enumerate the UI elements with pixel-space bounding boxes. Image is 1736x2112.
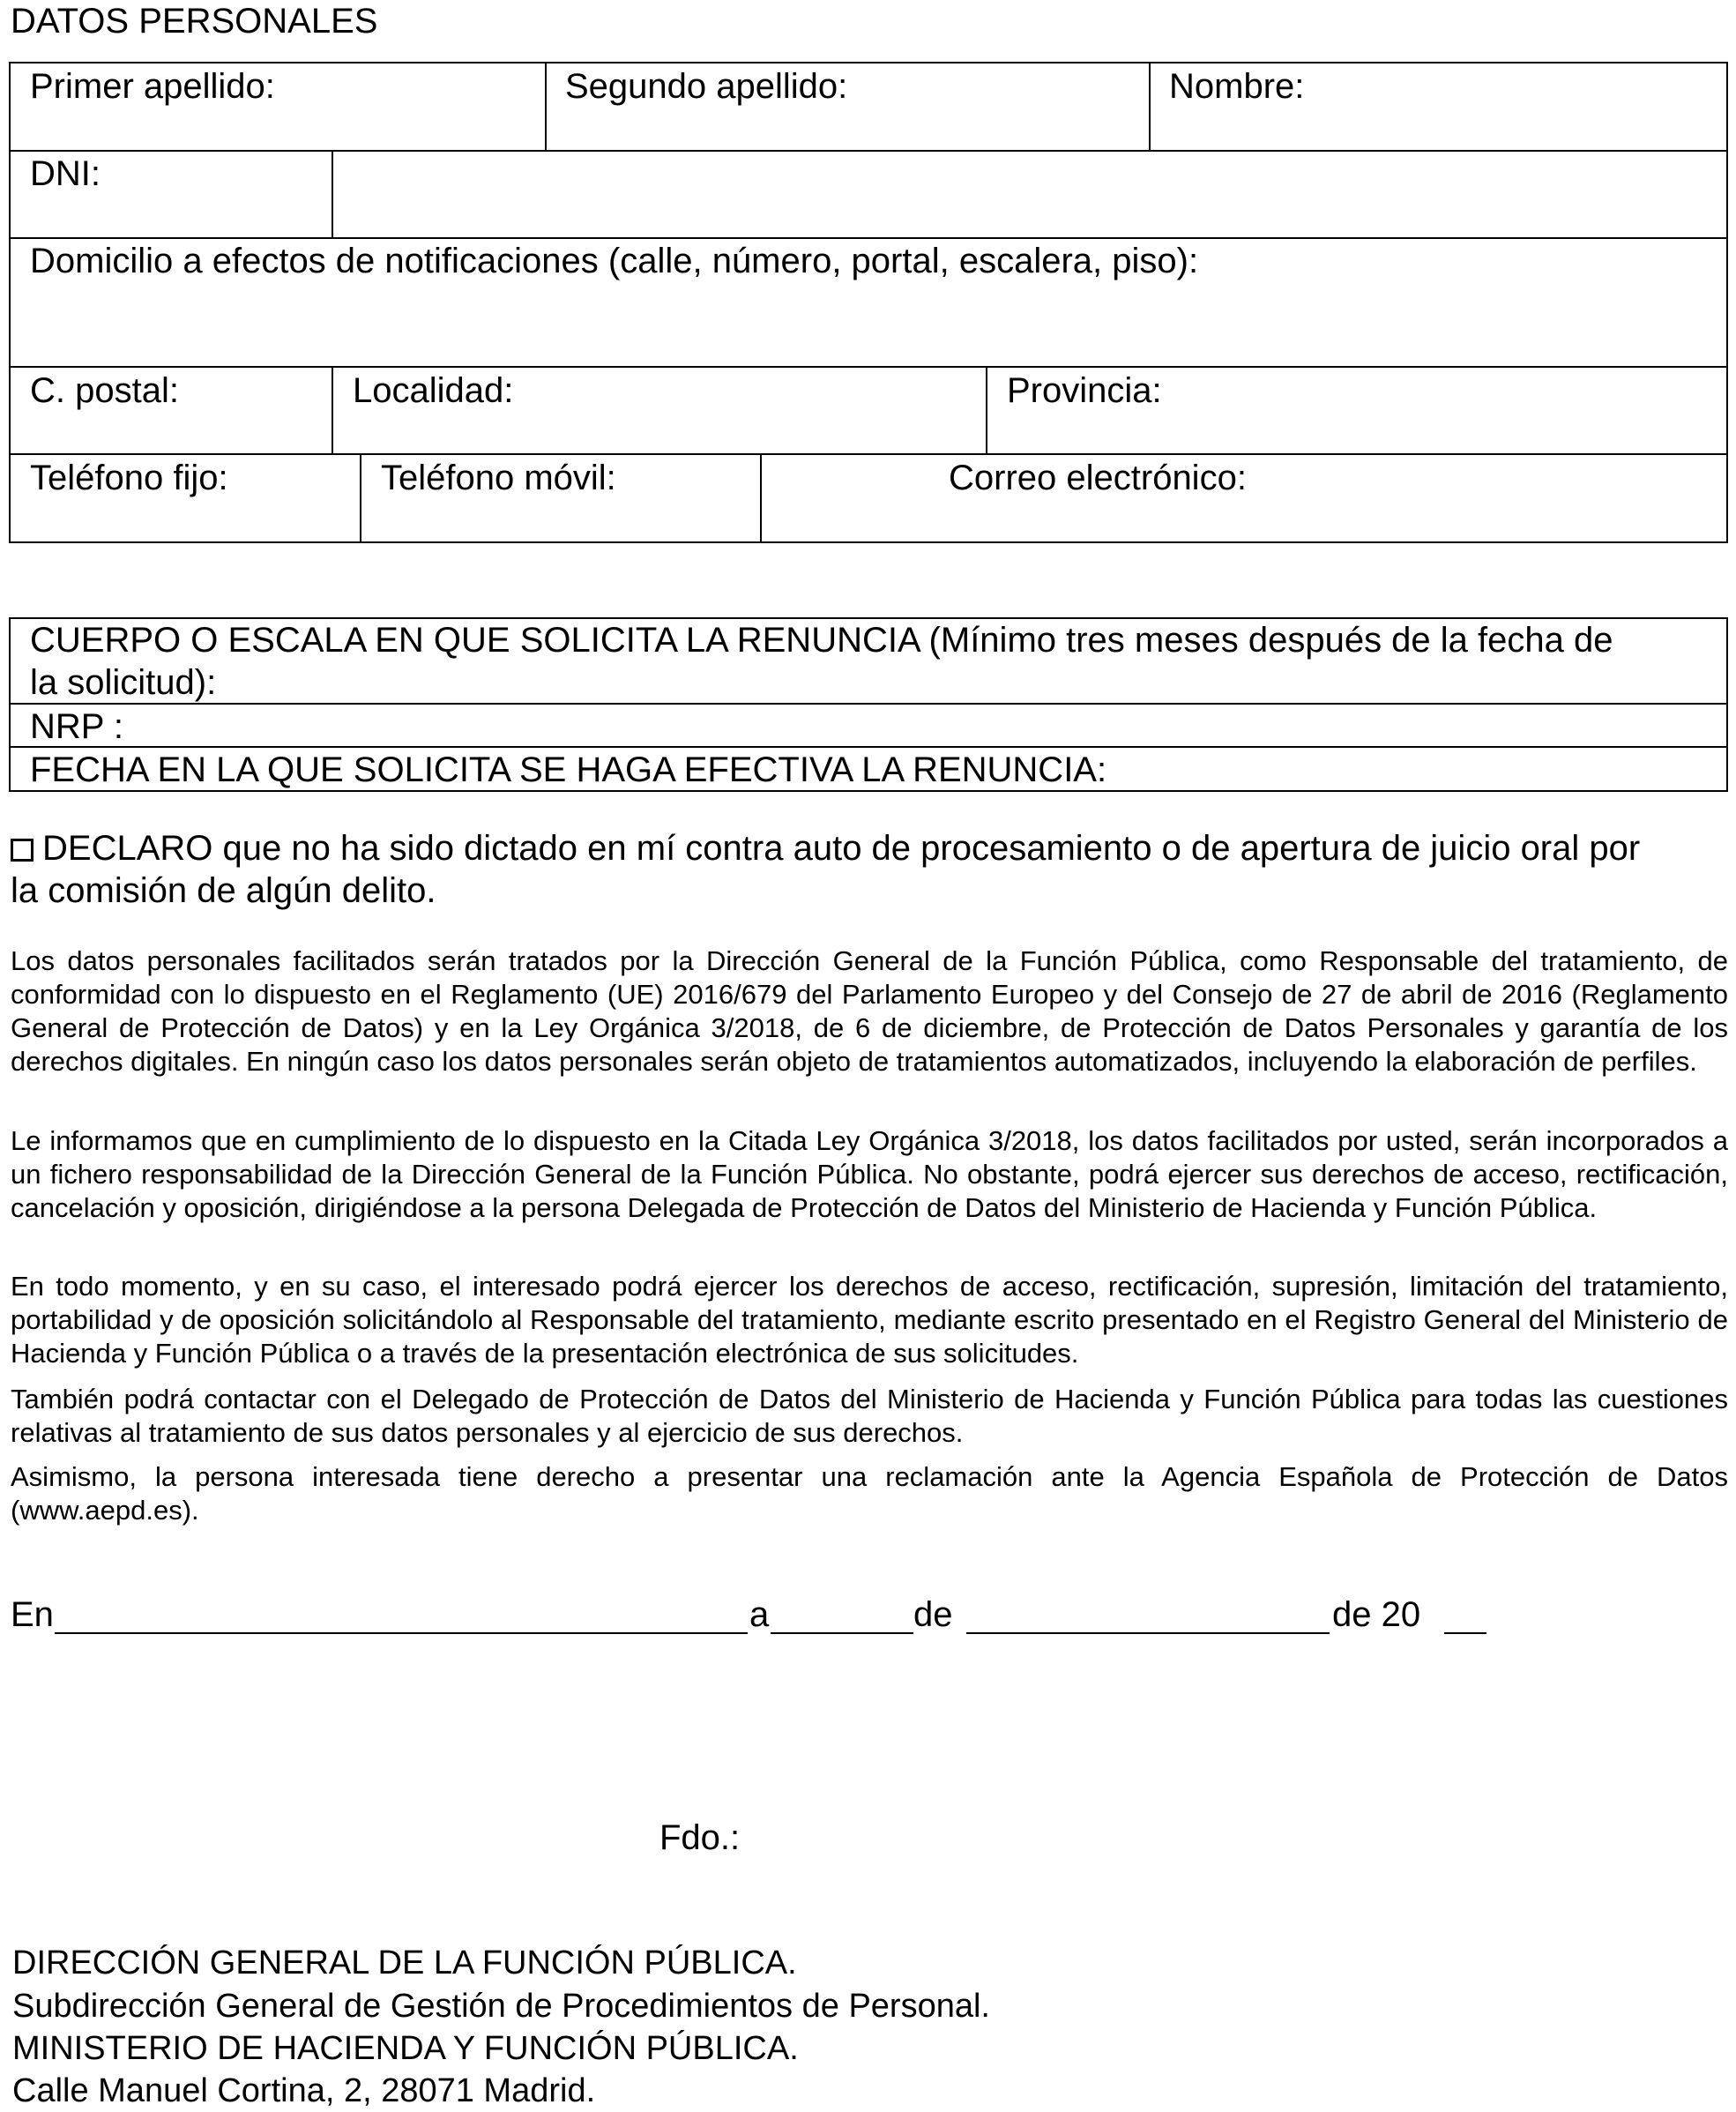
segundo-apellido-field[interactable]: Segundo apellido: xyxy=(565,67,848,106)
primer-apellido-field[interactable]: Primer apellido: xyxy=(30,67,275,106)
nombre-field[interactable]: Nombre: xyxy=(1169,67,1305,106)
signature-label: Fdo.: xyxy=(659,1818,741,1857)
privacy-paragraph-5: Asimismo, la persona interesada tiene derecho a presentar una reclamación ante la Agencia Española de Protección de Datos (www.aepd.es). xyxy=(11,1461,1728,1526)
correo-field[interactable]: Correo electrónico: xyxy=(949,459,1247,497)
year-label: de 20 xyxy=(1332,1595,1421,1634)
declaration-checkbox[interactable] xyxy=(11,839,34,862)
declaration-text-cont: la comisión de algún delito. xyxy=(11,871,436,910)
footer-line-3: MINISTERIO DE HACIENDA Y FUNCIÓN PÚBLICA. xyxy=(12,2030,799,2067)
fecha-renuncia-field[interactable]: FECHA EN LA QUE SOLICITA SE HAGA EFECTIVA LA RENUNCIA: xyxy=(30,750,1107,789)
footer-line-4: Calle Manuel Cortina, 2, 28071 Madrid. xyxy=(12,2072,596,2109)
month-blank[interactable] xyxy=(966,1632,1330,1634)
codigo-postal-field[interactable]: C. postal: xyxy=(30,371,179,410)
telefono-movil-field[interactable]: Teléfono móvil: xyxy=(381,459,616,497)
domicilio-field[interactable]: Domicilio a efectos de notificaciones (calle, número, portal, escalera, piso): xyxy=(30,242,1199,280)
month-label: de xyxy=(913,1595,953,1634)
privacy-paragraph-3: En todo momento, y en su caso, el interesado podrá ejercer los derechos de acceso, rectificación, supresión, limitación del tratamiento, portabilidad y de oposición solicitándolo al Responsable del tratamiento, mediante escrito presentado en el Registro General del Ministerio de Hacienda y Función Pública o a través de la presentación electrónica de sus solicitudes. xyxy=(11,1271,1728,1369)
year-blank[interactable] xyxy=(1444,1632,1486,1634)
nrp-field[interactable]: NRP : xyxy=(30,707,123,746)
privacy-paragraph-1: Los datos personales facilitados serán tratados por la Dirección General de la Función Pública, como Responsable del tratamiento, de conformidad con lo dispuesto en el Reglamento (UE) 2016/679 del Parlamento Europeo y del Consejo de 27 de abril de 2016 (Reglamento General de Protección de Datos) y en la Ley Orgánica 3/2018, de 6 de diciembre, de Protección de Datos Personales y garantía de los derechos digitales. En ningún caso los datos personales serán objeto de tratamientos automatizados, incluyendo la elaboración de perfiles. xyxy=(11,945,1728,1077)
footer-line-1: DIRECCIÓN GENERAL DE LA FUNCIÓN PÚBLICA. xyxy=(12,1944,797,1981)
declaration-line xyxy=(11,827,1640,869)
privacy-paragraph-2: Le informamos que en cumplimiento de lo dispuesto en la Citada Ley Orgánica 3/2018, los datos facilitados por usted, serán incorporados a un fichero responsabilidad de la Dirección General de la Función Pública. No obstante, podrá ejercer sus derechos de acceso, rectificación, cancelación y oposición, dirigiéndose a la persona Delegada de Protección de Datos del Ministerio de Hacienda y Función Pública. xyxy=(11,1125,1728,1223)
cuerpo-escala-field[interactable]: CUERPO O ESCALA EN QUE SOLICITA LA RENUNCIA (Mínimo tres meses después de la fecha de xyxy=(30,621,1613,660)
place-blank[interactable] xyxy=(55,1632,748,1634)
place-label: En xyxy=(11,1595,54,1634)
cuerpo-escala-field-cont: la solicitud): xyxy=(30,663,217,702)
telefono-fijo-field[interactable]: Teléfono fijo: xyxy=(30,459,228,497)
section-title: DATOS PERSONALES xyxy=(11,2,378,41)
day-label: a xyxy=(749,1595,770,1634)
privacy-paragraph-4: También podrá contactar con el Delegado de Protección de Datos del Ministerio de Hacienda y Función Pública para todas las cuestiones relativas al tratamiento de sus datos personales y al ejercicio de sus derechos. xyxy=(11,1384,1728,1448)
footer-line-2: Subdirección General de Gestión de Procedimientos de Personal. xyxy=(12,1988,990,2025)
provincia-field[interactable]: Provincia: xyxy=(1007,371,1162,410)
localidad-field[interactable]: Localidad: xyxy=(353,371,514,410)
declaration-text: DECLARO que no ha sido dictado en mí contra auto de procesamiento o de apertura de juicio oral por xyxy=(42,829,1641,868)
day-blank[interactable] xyxy=(771,1632,913,1634)
dni-field[interactable]: DNI: xyxy=(30,154,101,193)
